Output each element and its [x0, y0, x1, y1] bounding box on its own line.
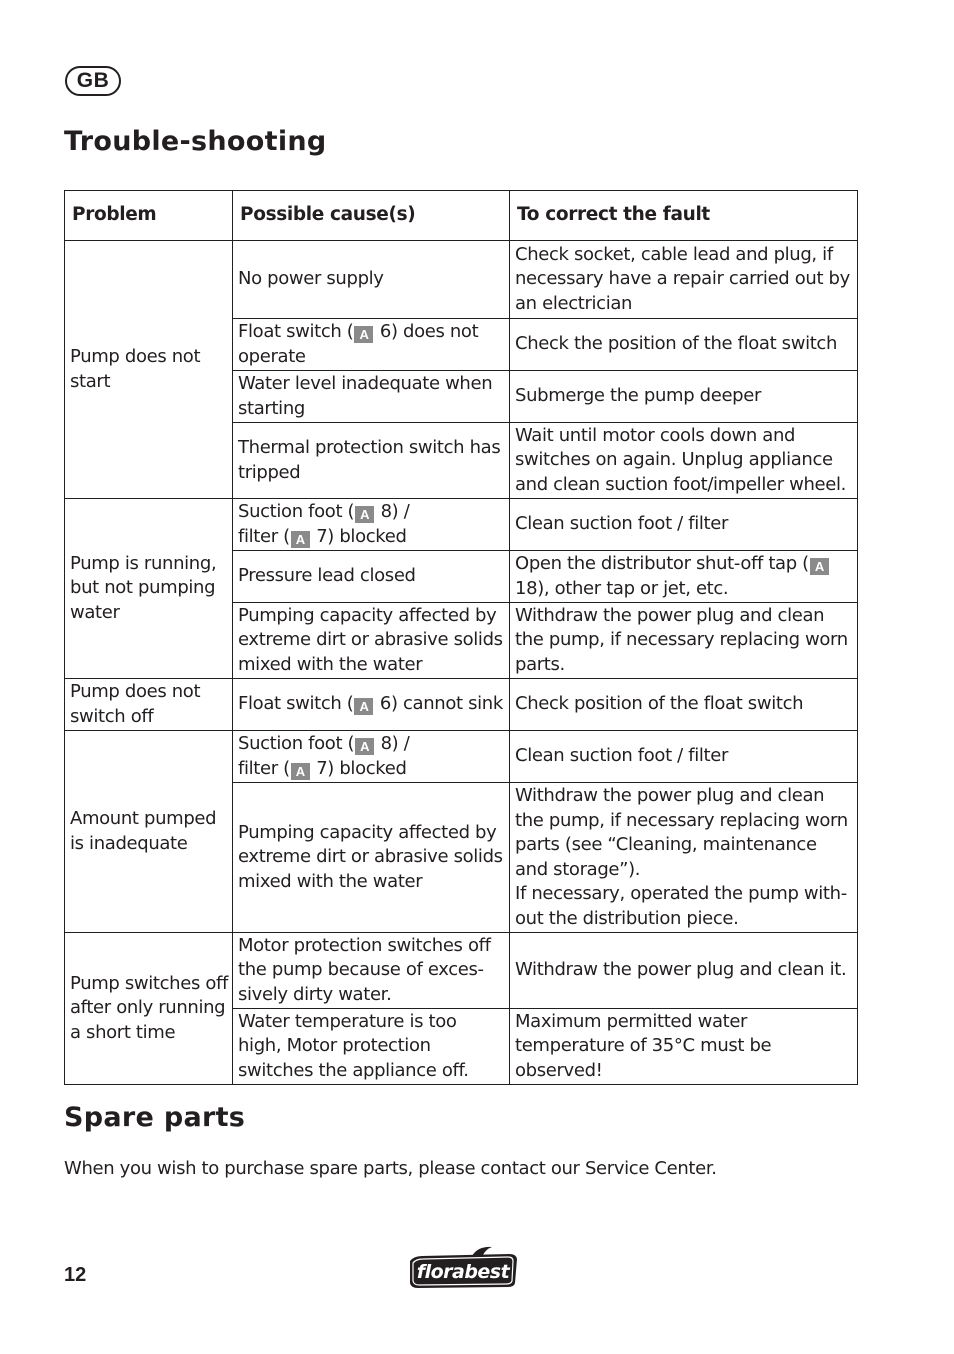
figure-a-icon: A — [354, 326, 373, 343]
table-row — [65, 679, 858, 731]
problem-cell: Pump does not switch off — [65, 679, 233, 731]
cause-cell: Pressure lead closed — [233, 551, 510, 603]
fix-cell: Check position of the float switch — [510, 679, 858, 731]
fix-cell: Clean suction foot / filter — [510, 731, 858, 783]
spare-parts-text: When you wish to purchase spare parts, please contact our Service Center. — [64, 1158, 717, 1179]
fix-cell: Open the distributor shut-off tap ( A 18), other tap or jet, etc. — [510, 551, 858, 603]
language-badge: GB — [65, 66, 121, 96]
header-problem: Problem — [65, 191, 233, 241]
fix-cell: Withdraw the power plug and clean it. — [510, 933, 858, 1009]
problem-cell: Pump is running, but not pumping water — [65, 499, 233, 679]
fix-cell: Withdraw the power plug and clean the pump, if necessary replacing worn parts (see “Cleaning, maintenance and storage”). If necessary, operated the pump with-out the distribution piece. — [510, 783, 858, 933]
cause-cell: Float switch ( A 6) does not operate — [233, 319, 510, 371]
figure-a-icon: A — [354, 698, 373, 715]
cause-cell: Water level inadequate when starting — [233, 371, 510, 423]
header-fix: To correct the fault — [510, 191, 858, 241]
fix-cell: Maximum permitted water temperature of 35°C must be observed! — [510, 1009, 858, 1085]
fix-cell: Wait until motor cools down and switches on again. Unplug appliance and clean suction foot/impeller wheel. — [510, 423, 858, 499]
table-row — [65, 933, 858, 1009]
figure-a-icon: A — [810, 558, 829, 575]
cause-cell: Pumping capacity affected by extreme dirt or abrasive solids mixed with the water — [233, 783, 510, 933]
fix-cell: Check socket, cable lead and plug, if necessary have a repair carried out by an electrician — [510, 241, 858, 319]
problem-cell: Pump does not start — [65, 241, 233, 499]
fix-cell: Clean suction foot / filter — [510, 499, 858, 551]
header-cause: Possible cause(s) — [233, 191, 510, 241]
table-row — [65, 499, 858, 551]
spare-parts-title: Spare parts — [64, 1102, 246, 1133]
cause-cell: Thermal protection switch has tripped — [233, 423, 510, 499]
figure-a-icon: A — [355, 738, 374, 755]
fix-cell: Submerge the pump deeper — [510, 371, 858, 423]
problem-cell: Pump switches off after only running a short time — [65, 933, 233, 1085]
table-header-row — [65, 191, 858, 241]
figure-a-icon: A — [355, 506, 374, 523]
figure-a-icon: A — [291, 531, 310, 548]
table-row — [65, 731, 858, 783]
problem-cell: Amount pumped is inadequate — [65, 731, 233, 933]
cause-cell: Water temperature is too high, Motor protection switches the appliance off. — [233, 1009, 510, 1085]
page-number: 12 — [64, 1264, 87, 1286]
cause-cell: Motor protection switches off the pump because of exces-sively dirty water. — [233, 933, 510, 1009]
florabest-logo — [406, 1245, 520, 1290]
fix-cell: Withdraw the power plug and clean the pump, if necessary replacing worn parts. — [510, 603, 858, 679]
troubleshooting-table — [64, 190, 858, 1085]
logo-wordmark: florabest — [416, 1261, 510, 1283]
fix-cell: Check the position of the float switch — [510, 319, 858, 371]
cause-cell: Suction foot ( A 8) / filter ( A 7) blocked — [233, 499, 510, 551]
cause-cell: Suction foot ( A 8) / filter ( A 7) blocked — [233, 731, 510, 783]
page-title: Trouble-shooting — [64, 126, 327, 157]
figure-a-icon: A — [291, 763, 310, 780]
table-row — [65, 241, 858, 319]
cause-cell: Float switch ( A 6) cannot sink — [233, 679, 510, 731]
cause-cell: No power supply — [233, 241, 510, 319]
cause-cell: Pumping capacity affected by extreme dirt or abrasive solids mixed with the water — [233, 603, 510, 679]
